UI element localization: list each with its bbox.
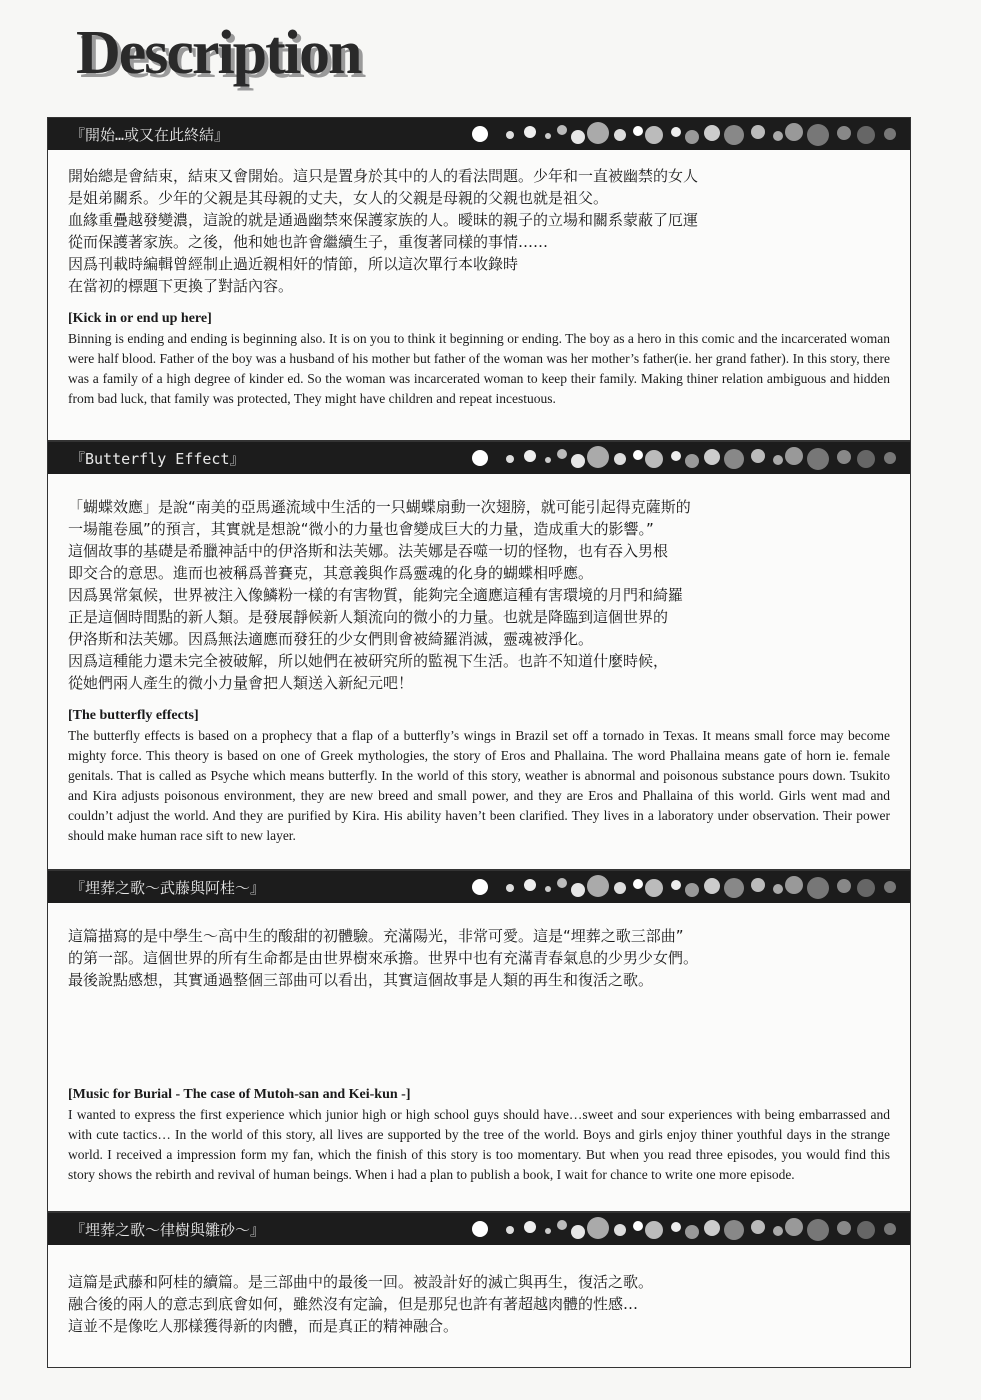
ornament-dot	[587, 446, 609, 468]
ornament-dot	[614, 1224, 626, 1236]
ornament-dot	[685, 130, 699, 144]
ornament-dot	[545, 133, 551, 139]
ornament-dot	[685, 1225, 699, 1239]
english-heading: [Kick in or end up here]	[68, 311, 212, 326]
section-heading: 『開始…或又在此終結』	[70, 126, 230, 144]
ornament-dot	[671, 1222, 681, 1232]
ornament-dot	[645, 450, 663, 468]
ornament-dot	[506, 131, 514, 139]
section-music-for-burial-2	[47, 1212, 911, 1368]
ornament-dot	[545, 886, 551, 892]
ornament-dot	[773, 884, 783, 894]
ornament-dot	[857, 450, 875, 468]
dot-ornament	[470, 118, 910, 150]
ornament-dot	[633, 450, 643, 460]
ornament-dot	[704, 878, 720, 894]
ornament-dot	[614, 453, 626, 465]
ornament-dot	[671, 880, 681, 890]
ornament-dot	[633, 126, 643, 136]
ornament-dot	[472, 450, 488, 466]
ornament-dot	[773, 131, 783, 141]
section-heading: 『Butterfly Effect』	[70, 450, 245, 468]
ornament-dot	[884, 881, 896, 893]
ornament-dot	[785, 123, 803, 141]
ornament-dot	[472, 1221, 488, 1237]
ornament-dot	[807, 1219, 829, 1241]
ornament-dot	[472, 126, 488, 142]
ornament-dot	[524, 126, 536, 138]
chinese-text: 這篇是武藤和阿桂的續篇。是三部曲中的最後一回。被設計好的滅亡與再生，復活之歌。 融合後的兩人的意志到底會如何，雖然沒有定論，但是那兒也許有著超越肉體的性感… 這並不是像吃人那樣獲得新的肉體，而是真正的精神融合。	[68, 1273, 654, 1335]
english-text: The butterfly effects is based on a prophecy that a flap of a butterfly’s wings in Brazil set off a tornado in Texas. It means small force may become mighty force. This theory is based on one of Greek mythologies, the story of Eros and Phallaina. The word Phallaina means gate of horn ie. female genitals. That is called as Psyche which means butterfly. In the world of this story, weather is abnormal and poisonous substance pours down. Tsukito and Kira adjusts poisonous environment, they are new breed and small power, and they are Eros and Phallaina of this world. Girls went mad and couldn’t adjust the world. And they are purified by Kira. His ability haven’t been clarified. They lives in a laboratory under observation. Their power should make human race sift to new layer.	[68, 728, 890, 843]
ornament-dot	[857, 879, 875, 897]
ornament-dot	[837, 126, 851, 140]
ornament-dot	[785, 876, 803, 894]
ornament-dot	[807, 877, 829, 899]
english-text: Binning is ending and ending is beginning also. It is on you to think it beginning or ending. The boy as a hero in this comic and the incarcerated woman were half blood. Father of the boy was a husband of his mother but father of the woman was her mother’s father(ie. her grand father). In this story, there was a family of a high degree of kinder ed. So the woman was incarcerated woman to keep their family. Making thiner relation ambiguous and hidden from bad luck, that family was protected, They might have children and repeat incestuous.	[68, 331, 890, 406]
ornament-dot	[524, 1221, 536, 1233]
ornament-dot	[785, 447, 803, 465]
chinese-text: 「蝴蝶效應」是說“南美的亞馬遜流域中生活的一只蝴蝶扇動一次翅膀，就可能引起得克薩斯的 一場龍卷風”的預言，其實就是想說“微小的力量也會變成巨大的力量，造成重大的影響。” 這個故事的基礎是希臘神話中的伊洛斯和法芙娜。法芙娜是吞噬一切的怪物，也有吞入男根 即交合的意思。進而也被稱爲普賽克，其意義與作爲靈魂的化身的蝴蝶相呼應。 因爲異常氣候，世界被注入像鱗粉一樣的有害物質，能夠完全適應這種有害環境的月門和綺羅 正是這個時間點的新人類。是發展靜候新人類流向的微小的力量。也就是降臨到這個世界的 伊洛斯和法芙娜。因爲無法適應而發狂的少女們則會被綺羅消滅，靈魂被淨化。 因爲這種能力還未完全被破解，所以她們在被研究所的監視下生活。也許不知道什麼時候， 從她們兩人產生的微小力量會把人類送入新紀元吧！	[68, 498, 691, 692]
ornament-dot	[524, 879, 536, 891]
section-header	[48, 442, 910, 474]
ornament-dot	[751, 125, 765, 139]
section-butterfly-effect	[47, 441, 911, 870]
ornament-dot	[724, 449, 744, 469]
ornament-dot	[884, 1223, 896, 1235]
ornament-dot	[724, 1220, 744, 1240]
ornament-dot	[704, 125, 720, 141]
section-music-for-burial-1	[47, 870, 911, 1212]
ornament-dot	[633, 879, 643, 889]
ornament-dot	[785, 1218, 803, 1236]
ornament-dot	[645, 126, 663, 144]
section-header	[48, 1213, 910, 1245]
ornament-dot	[557, 878, 567, 888]
ornament-dot	[837, 450, 851, 464]
ornament-dot	[557, 449, 567, 459]
english-heading: [The butterfly effects]	[68, 708, 199, 723]
ornament-dot	[704, 1220, 720, 1236]
ornament-dot	[857, 126, 875, 144]
ornament-dot	[545, 457, 551, 463]
ornament-dot	[587, 122, 609, 144]
ornament-dot	[545, 1228, 551, 1234]
section-header	[48, 871, 910, 903]
english-heading: [Music for Burial - The case of Mutoh-san and Kei-kun -]	[68, 1087, 411, 1102]
ornament-dot	[587, 875, 609, 897]
ornament-dot	[506, 455, 514, 463]
ornament-dot	[751, 449, 765, 463]
ornament-dot	[685, 454, 699, 468]
ornament-dot	[704, 449, 720, 465]
ornament-dot	[645, 1221, 663, 1239]
ornament-dot	[751, 878, 765, 892]
ornament-dot	[524, 450, 536, 462]
ornament-dot	[571, 1225, 585, 1239]
ornament-dot	[506, 884, 514, 892]
page-title: Description	[76, 19, 361, 87]
ornament-dot	[724, 125, 744, 145]
ornament-dot	[614, 129, 626, 141]
ornament-dot	[587, 1217, 609, 1239]
ornament-dot	[671, 451, 681, 461]
ornament-dot	[571, 454, 585, 468]
ornament-dot	[571, 883, 585, 897]
ornament-dot	[724, 878, 744, 898]
ornament-dot	[807, 124, 829, 146]
ornament-dot	[807, 448, 829, 470]
chinese-text: 這篇描寫的是中學生～高中生的酸甜的初體驗。充滿陽光，非常可愛。這是“埋葬之歌三部曲” 的第一部。這個世界的所有生命都是由世界樹來承擔。世界中也有充滿青春氣息的少男少女們。 最後說點感想，其實通過整個三部曲可以看出，其實這個故事是人類的再生和復活之歌。	[68, 927, 699, 989]
ornament-dot	[884, 128, 896, 140]
ornament-dot	[857, 1221, 875, 1239]
ornament-dot	[472, 879, 488, 895]
section-header	[48, 118, 910, 150]
section-kick-in	[47, 117, 911, 441]
ornament-dot	[571, 130, 585, 144]
ornament-dot	[773, 1226, 783, 1236]
ornament-dot	[773, 455, 783, 465]
ornament-dot	[685, 883, 699, 897]
ornament-dot	[884, 452, 896, 464]
ornament-dot	[837, 879, 851, 893]
ornament-dot	[671, 127, 681, 137]
english-text: I wanted to express the first experience which junior high or high school guys should have…sweet and sour experiences with being embarrassed and with cute tactics… In the world of this story, all lives are supported by the tree of the world. Boys and girls enjoy thiner youthful days in the strange world. I received a impression form my fan, which the finish of this story is too momentary. But when you read three episodes, you would find this story shows the rebirth and revival of human beings. When i had a plan to publish a book, I wait for chance to write one more episode.	[68, 1107, 890, 1182]
dot-ornament	[470, 1213, 910, 1245]
section-heading: 『埋葬之歌～武藤與阿桂～』	[70, 879, 266, 897]
ornament-dot	[751, 1220, 765, 1234]
ornament-dot	[614, 882, 626, 894]
ornament-dot	[506, 1226, 514, 1234]
dot-ornament	[470, 442, 910, 474]
ornament-dot	[633, 1221, 643, 1231]
chinese-text: 開始總是會結束，結束又會開始。這只是置身於其中的人的看法問題。少年和一直被幽禁的女人 是姐弟關系。少年的父親是其母親的丈夫，女人的父親是母親的父親也就是祖父。 血緣重疊越發變濃，這說的就是通過幽禁來保護家族的人。曖昧的親子的立場和關系蒙蔽了厄運 從而保護著家族。之後，他和她也許會繼續生子，重復著同樣的事情…… 因爲刊載時編輯曾經制止過近親相奸的情節，所以這次單行本收錄時 在當初的標題下更換了對話內容。	[68, 167, 699, 295]
ornament-dot	[645, 879, 663, 897]
section-heading: 『埋葬之歌～律樹與雛砂～』	[70, 1221, 266, 1239]
ornament-dot	[837, 1221, 851, 1235]
ornament-dot	[557, 125, 567, 135]
dot-ornament	[470, 871, 910, 903]
ornament-dot	[557, 1220, 567, 1230]
